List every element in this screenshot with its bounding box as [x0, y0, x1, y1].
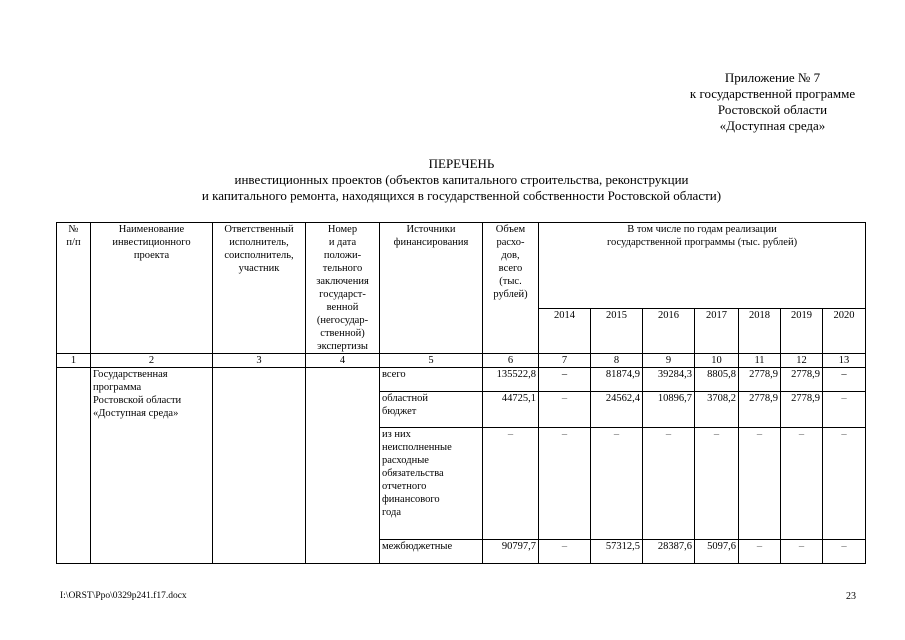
year-value-cell: –	[643, 428, 695, 540]
appendix-line: Приложение № 7	[724, 70, 821, 85]
year-value-cell: –	[539, 540, 591, 564]
year-value-cell: 3708,2	[695, 392, 739, 428]
executor-cell	[213, 368, 306, 564]
header-year: 2014	[539, 309, 591, 354]
header-years-group: В том числе по годам реализации государственной программы (тыс. рублей)	[539, 223, 866, 309]
header-volume: Объем расхо- дов, всего (тыс. рублей)	[483, 223, 539, 354]
year-value-cell: –	[781, 428, 823, 540]
year-value-cell: –	[539, 428, 591, 540]
header-num: № п/п	[57, 223, 91, 354]
header-row	[57, 223, 866, 309]
total-cell: –	[483, 428, 539, 540]
source-cell: областной бюджет	[380, 392, 483, 428]
total-cell: 135522,8	[483, 368, 539, 392]
column-number: 6	[483, 354, 539, 368]
header-year: 2018	[739, 309, 781, 354]
year-value-cell: –	[695, 428, 739, 540]
year-value-cell: –	[539, 368, 591, 392]
file-path: I:\ORST\Ppo\0329p241.f17.docx	[60, 591, 187, 601]
header-expertise: Номер и дата положи- тельного заключения государст- венной (негосудар- ственной) экспертизы	[306, 223, 380, 354]
year-value-cell: 2778,9	[781, 368, 823, 392]
title-line: ПЕРЕЧЕНЬ	[428, 156, 495, 171]
source-cell: из них неисполненные расходные обязательства отчетного финансового года	[380, 428, 483, 540]
column-number: 9	[643, 354, 695, 368]
source-cell: межбюджетные	[380, 540, 483, 564]
year-value-cell: 2778,9	[781, 392, 823, 428]
table-row	[57, 368, 866, 392]
year-value-cell: 39284,3	[643, 368, 695, 392]
header-executor: Ответственный исполнитель, соисполнитель, участник	[213, 223, 306, 354]
header-year: 2020	[823, 309, 866, 354]
year-value-cell: 8805,8	[695, 368, 739, 392]
year-value-cell: 2778,9	[739, 368, 781, 392]
column-number: 4	[306, 354, 380, 368]
column-number-row	[57, 354, 866, 368]
year-value-cell: –	[823, 540, 866, 564]
document-title	[120, 156, 803, 204]
expertise-cell	[306, 368, 380, 564]
title-line: и капитального ремонта, находящихся в государственной собственности Ростовской области)	[201, 188, 722, 203]
column-number: 7	[539, 354, 591, 368]
investment-projects-table	[56, 222, 866, 564]
project-name-cell: Государственная программа Ростовской области «Доступная среда»	[91, 368, 213, 564]
column-number: 13	[823, 354, 866, 368]
year-value-cell: –	[823, 368, 866, 392]
year-value-cell: –	[739, 428, 781, 540]
year-value-cell: –	[591, 428, 643, 540]
header-project-name: Наименование инвестиционного проекта	[91, 223, 213, 354]
header-year: 2016	[643, 309, 695, 354]
column-number: 3	[213, 354, 306, 368]
appendix-line: «Доступная среда»	[719, 118, 826, 133]
year-value-cell: 57312,5	[591, 540, 643, 564]
year-value-cell: 81874,9	[591, 368, 643, 392]
column-number: 12	[781, 354, 823, 368]
total-cell: 90797,7	[483, 540, 539, 564]
appendix-line: Ростовской области	[717, 102, 828, 117]
column-number: 1	[57, 354, 91, 368]
column-number: 8	[591, 354, 643, 368]
appendix-line: к государственной программе	[689, 86, 856, 101]
header-year: 2017	[695, 309, 739, 354]
column-number: 10	[695, 354, 739, 368]
column-number: 11	[739, 354, 781, 368]
year-value-cell: 24562,4	[591, 392, 643, 428]
header-sources: Источники финансирования	[380, 223, 483, 354]
source-cell: всего	[380, 368, 483, 392]
year-value-cell: –	[539, 392, 591, 428]
title-line: инвестиционных проектов (объектов капитального строительства, реконструкции	[234, 172, 689, 187]
appendix-header	[600, 70, 905, 134]
year-value-cell: –	[823, 392, 866, 428]
column-number: 5	[380, 354, 483, 368]
row-number-cell	[57, 368, 91, 564]
year-value-cell: 5097,6	[695, 540, 739, 564]
year-value-cell: 10896,7	[643, 392, 695, 428]
column-number: 2	[91, 354, 213, 368]
year-value-cell: 28387,6	[643, 540, 695, 564]
year-value-cell: –	[739, 540, 781, 564]
header-year: 2019	[781, 309, 823, 354]
page-number: 23	[846, 591, 856, 602]
year-value-cell: 2778,9	[739, 392, 781, 428]
total-cell: 44725,1	[483, 392, 539, 428]
year-value-cell: –	[781, 540, 823, 564]
header-year: 2015	[591, 309, 643, 354]
year-value-cell: –	[823, 428, 866, 540]
